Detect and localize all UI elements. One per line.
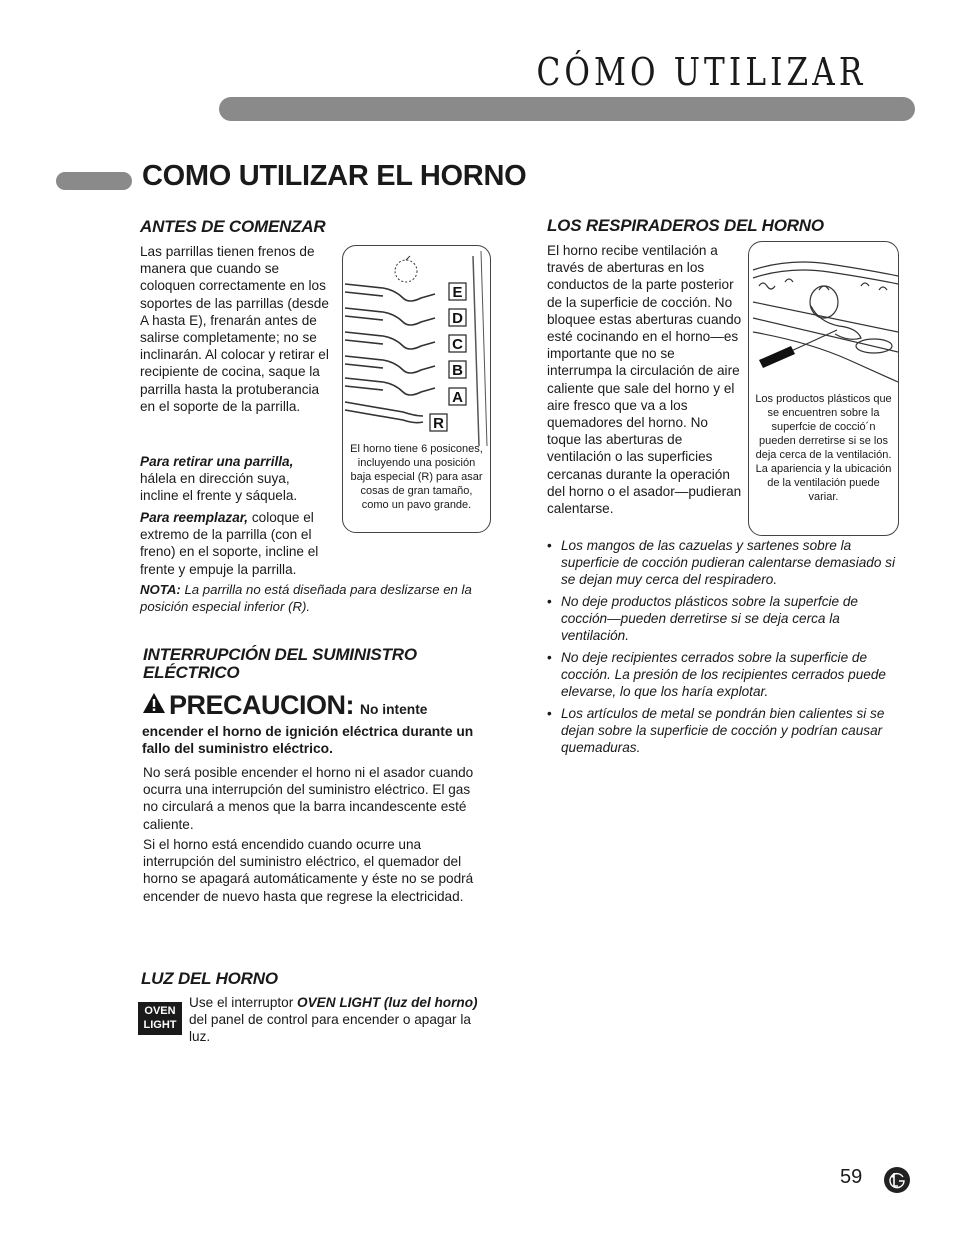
oven-light-badge [138, 1002, 182, 1035]
respiraderos-bullet-list [547, 537, 895, 761]
warning-triangle-icon [142, 692, 166, 714]
caution-word: PRECAUCION: [169, 690, 355, 720]
section-pill [56, 172, 132, 190]
lg-logo-icon [884, 1167, 910, 1193]
oven-badge-line1: OVEN [144, 1005, 176, 1017]
oven-rack-figure [342, 245, 491, 533]
interrupcion-p1: No será posible encender el horno ni el asador cuando ocurra una interrupción del suministro eléctrico. El gas no circulará a menos que la barra incandescente esté caliente. [143, 765, 474, 832]
bullet-text: No deje productos plásticos sobre la superfcie de cocción—pueden derretirse si se deja cerca la ventilación. [561, 594, 858, 643]
rack-label-r: R [433, 415, 444, 432]
reemplazar-label: Para reemplazar, [140, 510, 249, 525]
antes-heading: ANTES DE COMENZAR [140, 217, 326, 236]
rack-label-d: D [452, 310, 463, 327]
vent-figure [748, 241, 899, 536]
oven-badge-line2: LIGHT [143, 1019, 177, 1031]
interrupcion-heading-line2: ELÉCTRICO [143, 663, 240, 682]
luz-heading: LUZ DEL HORNO [141, 969, 278, 988]
caution-block [142, 690, 487, 757]
nota-label: NOTA: [140, 582, 181, 597]
bullet-dot-icon: • [547, 706, 552, 721]
retirar-text: hálela en dirección suya, incline el frente y sáquela. [140, 471, 298, 504]
retirar-label: Para retirar una parrilla, [140, 454, 294, 469]
interrupcion-heading [143, 646, 417, 682]
reemplazar-text: coloque el extremo de la parrilla (con el freno) en el soporte, incline el frente y empuje la parrilla. [140, 510, 319, 577]
vent-illustration [749, 242, 898, 392]
page-number: 59 [840, 1166, 863, 1188]
bullet-text: No deje recipientes cerrados sobre la superficie de cocción. La presión de los recipientes cerrados puede elevarse, lo que los haría explotar. [561, 650, 886, 699]
luz-text-bold: OVEN LIGHT (luz del horno) [297, 995, 478, 1010]
caution-text-2: encender el horno de ignición eléctrica durante un fallo del suministro eléctrico. [142, 724, 474, 756]
caution-text-1: No intente [360, 702, 428, 717]
luz-text-post: del panel de control para encender o apagar la luz. [189, 1012, 471, 1045]
antes-reemplazar [140, 509, 340, 578]
bullet-dot-icon: • [547, 538, 552, 553]
list-item [547, 705, 895, 756]
list-item [547, 649, 895, 700]
rack-label-a: A [452, 389, 463, 406]
interrupcion-heading-line1: INTERRUPCIÓN DEL SUMINISTRO [143, 645, 417, 664]
bullet-dot-icon: • [547, 650, 552, 665]
interrupcion-p2: Si el horno está encendido cuando ocurre una interrupción del suministro eléctrico, el quemador del horno se apagará automáticamente y éste no se podrá encender de nuevo hasta que regrese la electricidad. [143, 837, 474, 904]
respiraderos-heading: LOS RESPIRADEROS DEL HORNO [547, 216, 824, 235]
bullet-text: Los artículos de metal se pondrán bien calientes si se dejan sobre la superficie de cocción y podrían causar quemaduras. [561, 706, 885, 755]
oven-rack-illustration [343, 246, 490, 446]
rack-label-c: C [452, 336, 463, 353]
antes-paragraph: Las parrillas tienen frenos de manera que cuando se coloquen correctamente en los soportes de las parrillas (desde A hasta E), frenarán antes de salirse completamente; no se inclinarán. Al colocar y retirar el recipiente de cocina, saque la parrilla hasta la protuberancia en el soporte de la parrilla. [140, 244, 329, 414]
page-header-title: CÓMO UTILIZAR [535, 50, 866, 94]
vent-figure-caption: Los productos plásticos que se encuentren sobre la superfcie de cocció´n pueden derretirse si se los deja cerca de la ventilación. La apariencia y la ubicación de la ventilación puede variar. [755, 393, 892, 503]
section-title: COMO UTILIZAR EL HORNO [142, 160, 527, 192]
rack-label-b: B [452, 362, 463, 379]
list-item [547, 537, 895, 588]
antes-retirar [140, 453, 330, 505]
nota-text: La parrilla no está diseñada para deslizarse en la posición especial inferior (R). [140, 582, 472, 615]
bullet-text: Los mangos de las cazuelas y sartenes sobre la superficie de cocción pudieran calentarse demasiado si se dejan muy cerca del respiradero. [561, 538, 895, 587]
bullet-dot-icon: • [547, 594, 552, 609]
rack-figure-caption: El horno tiene 6 posicones, incluyendo una posición baja especial (R) para asar cosas de gran tamaño, como un pavo grande. [350, 443, 483, 511]
respiraderos-paragraph: El horno recibe ventilación a través de aberturas en los conductos de la parte posterior de la superficie de cocción. No bloquee estas aberturas cuando esté cocinando en el horno—es importante que no se interrumpa la circulación de aire caliente que sale del horno y el aire fresco que va a los quemadores del horno. No toque las aberturas de ventilación o las superficies cercanas durante la operación del horno o el asador—pudieran calentarse. [547, 243, 742, 517]
luz-text [189, 994, 479, 1046]
list-item [547, 593, 895, 644]
antes-nota [140, 581, 490, 615]
luz-text-pre: Use el interruptor [189, 995, 298, 1010]
rack-label-e: E [452, 284, 463, 301]
header-bar [219, 97, 915, 121]
